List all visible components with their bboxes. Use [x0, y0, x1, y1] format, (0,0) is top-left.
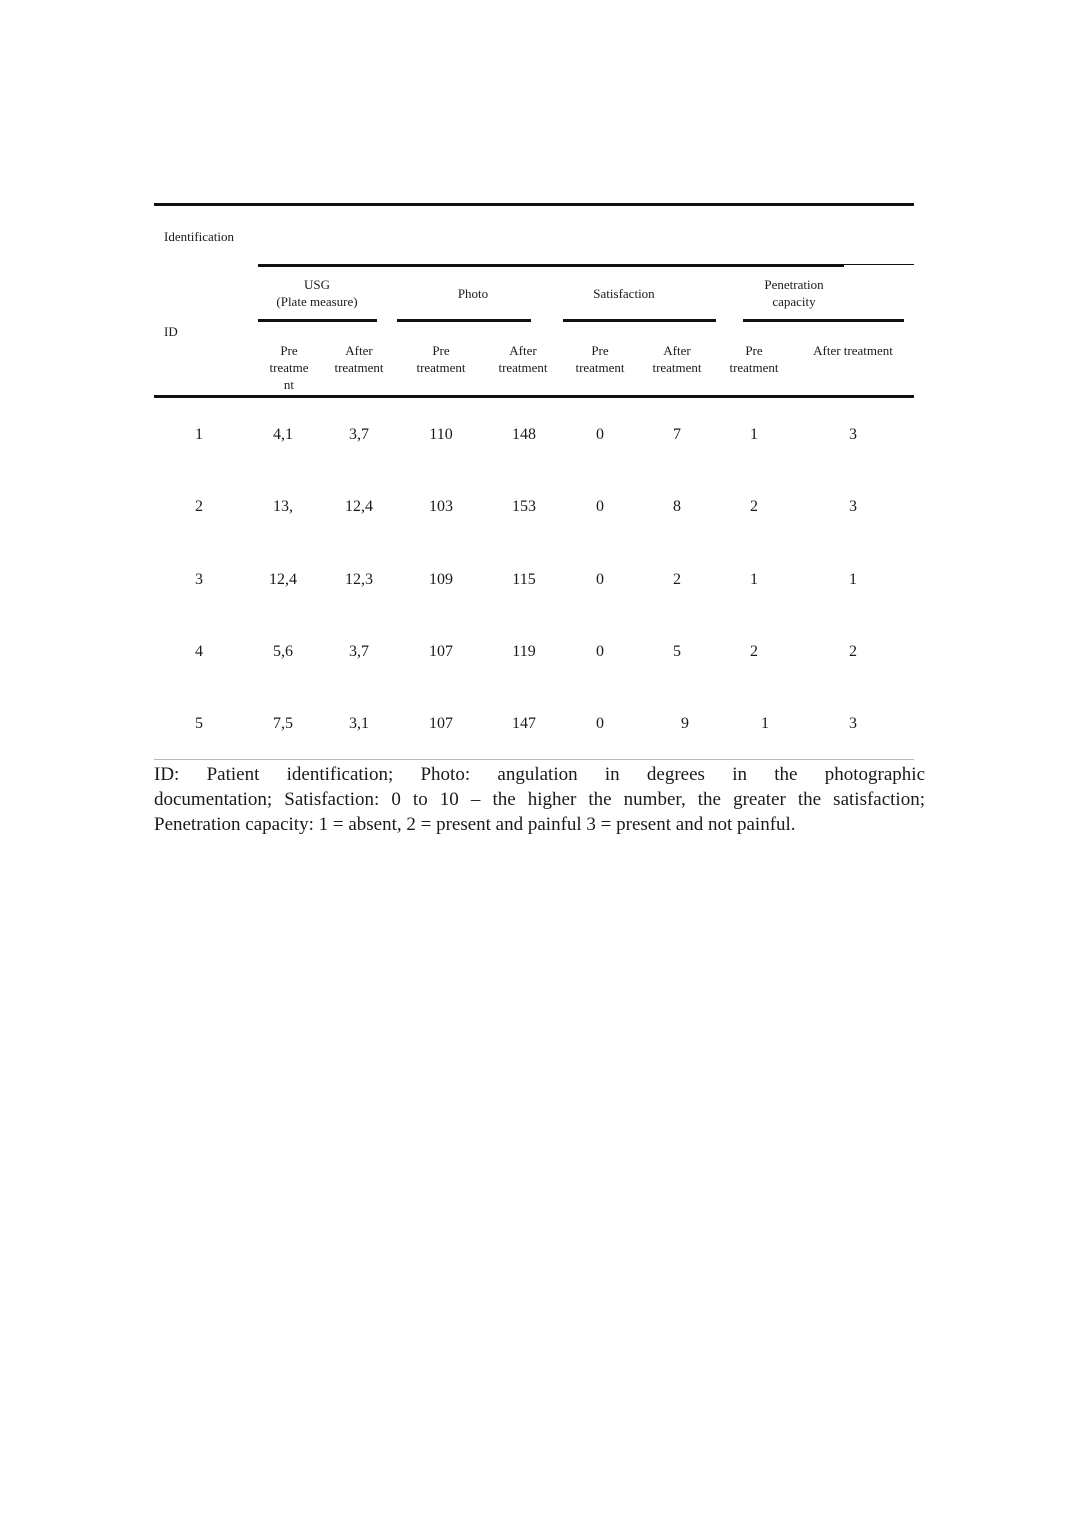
identification-label: Identification: [164, 229, 235, 244]
row-1-photo-after: 148: [512, 426, 536, 443]
row-4-penetration-after: 2: [849, 643, 857, 660]
row-5-penetration-pre: 1: [761, 715, 769, 732]
row-2-photo-after: 153: [512, 498, 536, 515]
row-3-penetration-after: 1: [849, 571, 857, 588]
group-header-photo: Photo: [457, 286, 489, 301]
subheader-photo-after: After treatment: [498, 343, 548, 375]
id-column-header: ID: [164, 324, 178, 339]
row-4-usg-after: 3,7: [349, 643, 369, 660]
row-1-penetration-after: 3: [849, 426, 857, 443]
row-1-id: 1: [195, 426, 203, 443]
row-5-usg-pre: 7,5: [273, 715, 293, 732]
row-3-usg-after: 12,3: [345, 571, 373, 588]
row-4-photo-after: 119: [512, 643, 536, 660]
row-5-satisfaction-pre: 0: [596, 715, 604, 732]
row-2-satisfaction-pre: 0: [596, 498, 604, 515]
group-header-rule-thin: [844, 264, 914, 265]
row-3-satisfaction-after: 2: [673, 571, 681, 588]
satisfaction-underline: [563, 319, 716, 322]
subheader-usg-pre: Pre treatme nt: [269, 343, 309, 392]
header-bottom-rule: [154, 395, 914, 398]
row-4-penetration-pre: 2: [750, 643, 758, 660]
row-2-penetration-after: 3: [849, 498, 857, 515]
table-footnote: [154, 762, 925, 837]
photo-underline: [397, 319, 531, 322]
row-1-photo-pre: 110: [429, 426, 453, 443]
row-4-id: 4: [195, 643, 203, 660]
row-4-photo-pre: 107: [429, 643, 453, 660]
footnote-line-2: documentation; Satisfaction: 0 to 10 – the higher the number, the greater the satisfaction;: [154, 789, 925, 810]
row-5-photo-pre: 107: [429, 715, 453, 732]
subheader-satisfaction-pre: Pre treatment: [575, 343, 625, 375]
table-top-rule: [154, 203, 914, 206]
penetration-underline: [743, 319, 904, 322]
subheader-penetration-after: After treatment: [813, 343, 893, 358]
row-5-penetration-after: 3: [849, 715, 857, 732]
row-2-penetration-pre: 2: [750, 498, 758, 515]
row-2-usg-after: 12,4: [345, 498, 373, 515]
row-1-usg-after: 3,7: [349, 426, 369, 443]
row-1-satisfaction-pre: 0: [596, 426, 604, 443]
footnote-line-1: ID: Patient identification; Photo: angulation in degrees in the photographic: [154, 764, 925, 785]
row-3-penetration-pre: 1: [750, 571, 758, 588]
subheader-photo-pre: Pre treatment: [416, 343, 466, 375]
row-2-usg-pre: 13,: [273, 498, 293, 515]
footnote-line-3: Penetration capacity: 1 = absent, 2 = present and painful 3 = present and not painful.: [154, 814, 796, 835]
subheader-satisfaction-after: After treatment: [652, 343, 702, 375]
group-header-rule: [258, 264, 844, 267]
row-1-penetration-pre: 1: [750, 426, 758, 443]
row-2-satisfaction-after: 8: [673, 498, 681, 515]
row-1-satisfaction-after: 7: [673, 426, 681, 443]
group-header-penetration: Penetration capacity: [764, 277, 824, 309]
row-5-id: 5: [195, 715, 203, 732]
group-header-usg: USG (Plate measure): [276, 277, 358, 309]
table-bottom-rule: [154, 759, 914, 760]
usg-underline: [258, 319, 377, 322]
row-2-id: 2: [195, 498, 203, 515]
row-5-usg-after: 3,1: [349, 715, 369, 732]
subheader-penetration-pre: Pre treatment: [729, 343, 779, 375]
row-5-photo-after: 147: [512, 715, 536, 732]
row-4-satisfaction-pre: 0: [596, 643, 604, 660]
row-3-photo-pre: 109: [429, 571, 453, 588]
row-3-id: 3: [195, 571, 203, 588]
row-3-satisfaction-pre: 0: [596, 571, 604, 588]
row-2-photo-pre: 103: [429, 498, 453, 515]
group-header-satisfaction: Satisfaction: [593, 286, 655, 301]
row-5-satisfaction-after: 9: [681, 715, 689, 732]
row-3-usg-pre: 12,4: [269, 571, 297, 588]
row-3-photo-after: 115: [512, 571, 536, 588]
subheader-usg-after: After treatment: [334, 343, 384, 375]
row-4-satisfaction-after: 5: [673, 643, 681, 660]
row-4-usg-pre: 5,6: [273, 643, 293, 660]
row-1-usg-pre: 4,1: [273, 426, 293, 443]
